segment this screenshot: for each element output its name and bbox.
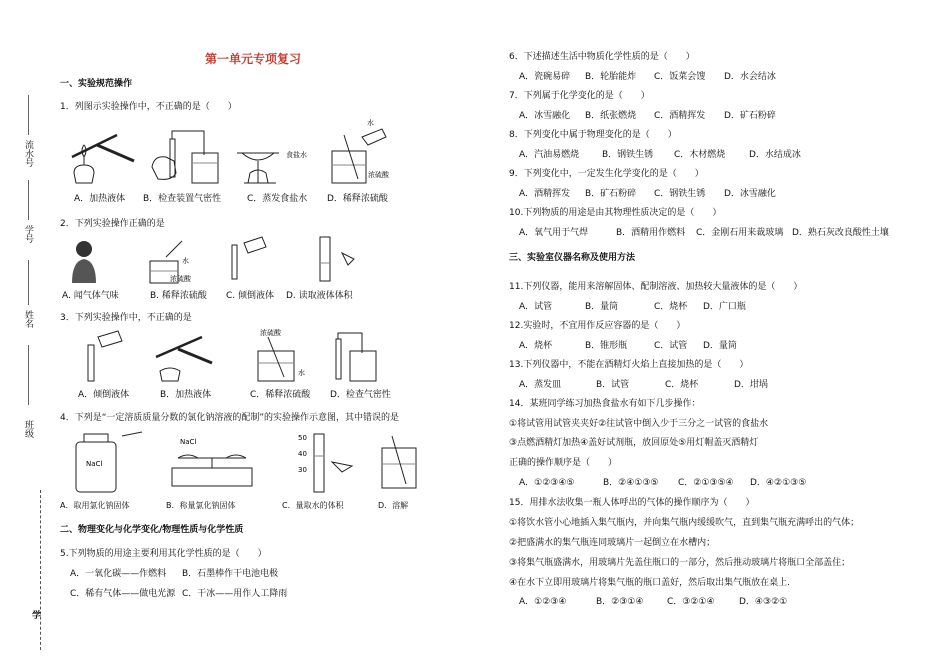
q6-option-a: A．瓷碗易碎 — [519, 72, 571, 82]
q6-option-d: D．水会结冰 — [724, 72, 776, 82]
q5-stem: 5.下列物质的用途主要利用其化学性质的是（ ） — [60, 549, 267, 559]
q7-option-b: B．纸张燃烧 — [585, 111, 637, 121]
svg-text:40: 40 — [298, 450, 307, 458]
beaker-icon — [350, 351, 376, 381]
q4-figure — [62, 428, 422, 496]
margin-line — [28, 260, 29, 305]
q12-option-b: B．锥形瓶 — [585, 341, 628, 351]
q1-option-d: D．稀释浓硫酸 — [327, 194, 388, 204]
beaker-icon — [192, 153, 218, 183]
q11-option-a: A．试管 — [519, 302, 553, 312]
test-tube-icon — [336, 339, 341, 379]
svg-text:50: 50 — [298, 434, 307, 442]
q8-option-b: B．钢铁生锈 — [602, 150, 654, 160]
q8-option-a: A．汽油易燃烧 — [519, 150, 580, 160]
svg-text:水: 水 — [182, 257, 189, 265]
q2-option-a: A. 闻气体气味 — [62, 291, 119, 301]
q13-option-d: D．坩埚 — [734, 380, 768, 390]
side-label-name: 姓名 — [23, 310, 33, 328]
hand-icon — [152, 157, 176, 180]
test-tube-holder-icon — [97, 145, 134, 161]
q2-option-c: C. 倾倒液体 — [226, 291, 275, 301]
margin-line — [28, 95, 29, 135]
svg-text:食盐水: 食盐水 — [286, 151, 307, 159]
q1-option-c: C．蒸发食盐水 — [247, 194, 308, 204]
svg-text:浓硫酸: 浓硫酸 — [170, 275, 191, 283]
q14-option-a: A．①②③④⑤ — [519, 478, 575, 488]
q4-stem: 4．下列是“一定溶质质量分数的氯化钠溶液的配制”的实验操作示意图，其中错误的是 — [60, 413, 400, 423]
binding-dashed-line — [40, 490, 41, 650]
q15-option-c: C．③②①④ — [667, 597, 715, 607]
page-title: 第一单元专项复习 — [205, 52, 302, 66]
q1-stem: 1．列图示实验操作中，不正确的是（ ） — [60, 102, 237, 112]
q13-stem: 13.下列仪器中，不能在酒精灯火焰上直接加热的是（ ） — [509, 360, 749, 370]
glass-rod-icon — [268, 337, 284, 377]
q2-option-b: B. 稀释浓硫酸 — [150, 291, 207, 301]
q10-stem: 10.下列物质的用途是由其物理性质决定的是（ ） — [509, 208, 722, 218]
q12-stem: 12.实验时，不宜用作反应容器的是（ ） — [509, 321, 686, 331]
q8-option-c: C．木材燃烧 — [674, 150, 726, 160]
q13-option-b: B．试管 — [596, 380, 630, 390]
side-label-serial: 流水号 — [23, 140, 33, 167]
q8-stem: 8．下列变化中属于物理变化的是（ ） — [509, 130, 677, 140]
q12-option-a: A．烧杯 — [519, 341, 553, 351]
q7-stem: 7．下列属于化学变化的是（ ） — [509, 91, 650, 101]
q7-option-c: C．酒精挥发 — [654, 111, 706, 121]
q8-option-d: D．水结成冰 — [749, 150, 801, 160]
q10-option-b: B．酒精用作燃料 — [616, 228, 686, 238]
section-heading-1: 一、实验规范操作 — [60, 79, 133, 89]
q2-stem: 2．下列实验操作正确的是 — [60, 219, 165, 229]
q1-option-a: A．加热液体 — [74, 194, 126, 204]
q15-step-line: ④在水下立即用玻璃片将集气瓶的瓶口盖好，然后取出集气瓶放在桌上. — [509, 578, 790, 588]
eye-icon — [332, 462, 352, 472]
q1-option-b: B．检查装置气密性 — [143, 194, 222, 204]
margin-line — [28, 345, 29, 405]
q4-option-d: D．溶解 — [378, 501, 409, 510]
svg-text:浓硫酸: 浓硫酸 — [368, 171, 389, 179]
svg-text:水: 水 — [298, 369, 305, 377]
reagent-bottle-icon — [244, 237, 266, 253]
q5-option-d: C．干冰——用作人工降雨 — [182, 589, 288, 599]
q2-figure — [62, 233, 382, 285]
side-label-class: 班级 — [23, 420, 33, 438]
q11-stem: 11.下列仪器，能用来溶解固体、配制溶液、加热较大量液体的是（ ） — [509, 282, 803, 292]
svg-text:NaCl: NaCl — [180, 438, 197, 446]
alcohol-lamp-icon — [160, 368, 180, 381]
q15-step-line: ①将饮水管小心地插入集气瓶内，并向集气瓶内缓缓吹气，直到集气瓶充满呼出的气体； — [509, 518, 860, 528]
balance-icon — [172, 468, 252, 486]
q9-option-a: A．酒精挥发 — [519, 189, 571, 199]
q11-option-b: B．量筒 — [585, 302, 619, 312]
q12-option-d: D．量筒 — [703, 341, 737, 351]
q4-option-a: A．取用氯化钠固体 — [60, 501, 130, 510]
q6-option-c: C．饭菜会馊 — [654, 72, 706, 82]
section-heading-2: 二、物理变化与化学变化/物理性质与化学性质 — [60, 525, 244, 535]
q11-option-d: D．广口瓶 — [703, 302, 746, 312]
q6-option-b: B．轮胎能炸 — [585, 72, 637, 82]
test-tube-icon — [170, 139, 175, 177]
graduated-cylinder-icon — [314, 434, 324, 492]
q14-step-line: ①将试管用试管夹夹好②往试管中倒入少于三分之一试管的食盐水 — [509, 419, 769, 429]
q9-option-c: C．钢铁生锈 — [654, 189, 706, 199]
q3-option-b: B．加热液体 — [160, 390, 212, 400]
q4-option-b: B．称量氯化钠固体 — [166, 501, 236, 510]
q10-option-c: C．金刚石用来裁玻璃 — [696, 228, 784, 238]
graduated-cylinder-icon — [320, 237, 330, 281]
q14-stem: 14．某班同学练习加热食盐水有如下几步操作： — [509, 399, 701, 409]
svg-text:水: 水 — [367, 119, 374, 127]
q3-stem: 3．下列实验操作中，不正确的是 — [60, 313, 192, 323]
glass-rod-icon — [344, 135, 358, 179]
q7-option-d: D．矿石粉碎 — [724, 111, 776, 121]
q5-option-c: C．稀有气体——做电光源 — [70, 589, 176, 599]
beaker-icon — [258, 351, 294, 381]
q14-option-b: B．②④①③⑤ — [603, 478, 659, 488]
evaporating-dish-icon — [242, 153, 274, 160]
svg-text:30: 30 — [298, 466, 307, 474]
q13-option-c: C．烧杯 — [665, 380, 699, 390]
q3-figure — [62, 327, 392, 385]
q15-stem: 15．用排水法收集一瓶人体呼出的气体的操作顺序为（ ） — [509, 498, 755, 508]
q12-option-c: C．试管 — [654, 341, 688, 351]
q10-option-d: D．熟石灰改良酸性土壤 — [792, 228, 889, 238]
q14-step-line: ③点燃酒精灯加热④盖好试剂瓶，放回原处⑤用灯帽盖灭酒精灯 — [509, 438, 759, 448]
delivery-tube-icon — [172, 131, 204, 155]
q4-option-c: C．量取水的体积 — [282, 501, 344, 510]
margin-line — [28, 180, 29, 220]
q15-option-b: B．②③①④ — [596, 597, 644, 607]
q1-figure — [62, 117, 412, 189]
q15-option-a: A．①②③④ — [519, 597, 567, 607]
eye-icon — [342, 253, 354, 265]
q2-option-d: D. 读取液体体积 — [286, 291, 353, 301]
section-heading-3: 三、实验室仪器名称及使用方法 — [509, 253, 636, 263]
svg-text:NaCl: NaCl — [86, 460, 103, 468]
q9-option-b: B．矿石粉碎 — [585, 189, 637, 199]
q15-step-line: ②把盛满水的集气瓶连同玻璃片一起倒立在水槽内； — [509, 538, 716, 548]
test-tube-icon — [156, 337, 202, 357]
q9-stem: 9．下列变化中，一定发生化学变化的是（ ） — [509, 169, 704, 179]
q13-option-a: A．蒸发皿 — [519, 380, 562, 390]
q11-option-c: C．烧杯 — [654, 302, 688, 312]
glass-rod-icon — [392, 436, 406, 484]
test-tube-icon — [72, 135, 117, 157]
q14-prompt: 正确的操作顺序是（ ） — [509, 458, 618, 468]
test-tube-icon — [88, 345, 94, 381]
q3-option-d: D．检查气密性 — [330, 390, 391, 400]
q14-option-d: D．④②①③⑤ — [750, 478, 807, 488]
q14-option-c: C．②①③⑤④ — [678, 478, 734, 488]
q5-option-b: B．石墨棒作干电池电极 — [182, 569, 279, 579]
beaker-icon — [332, 151, 366, 183]
page-mark: 学 — [32, 611, 42, 621]
q15-step-line: ③将集气瓶盛满水，用玻璃片先盖住瓶口的一部分，然后推动玻璃片将瓶口全部盖住； — [509, 558, 851, 568]
q7-option-a: A．冰雪融化 — [519, 111, 571, 121]
q5-option-a: A．一氧化碳——作燃料 — [70, 569, 167, 579]
side-label-student-no: 学号 — [23, 225, 33, 243]
person-icon — [72, 241, 96, 283]
svg-text:浓硫酸: 浓硫酸 — [260, 329, 281, 337]
q3-option-c: C．稀释浓硫酸 — [250, 390, 311, 400]
q10-option-a: A．氧气用于气焊 — [519, 228, 589, 238]
q15-option-d: D．④③②① — [739, 597, 788, 607]
reagent-bottle-icon — [98, 331, 122, 347]
beaker-icon — [382, 448, 416, 488]
q6-stem: 6．下述描述生活中物质化学性质的是（ ） — [509, 52, 695, 62]
q3-option-a: A．倾倒液体 — [78, 390, 130, 400]
test-tube-icon — [232, 245, 237, 279]
q9-option-d: D．冰雪融化 — [724, 189, 776, 199]
